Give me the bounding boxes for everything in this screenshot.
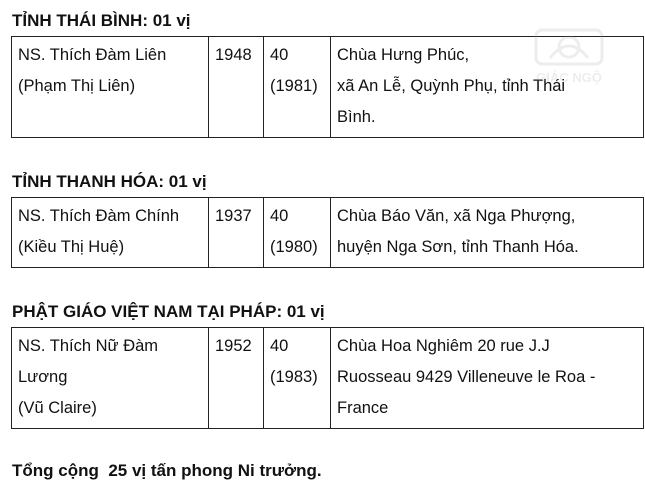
- record-table-phap: [11, 327, 644, 429]
- birth-year-cell: [209, 328, 264, 429]
- table-row: [12, 198, 644, 268]
- name-line: NS. Thích Đàm Chính: [18, 207, 180, 225]
- address-line: huyện Nga Sơn, tỉnh Thanh Hóa.: [337, 238, 579, 256]
- section-heading-thanh-hoa: TỈNH THANH HÓA: 01 vị: [12, 172, 207, 191]
- ordination-year: (1981): [270, 77, 318, 95]
- name-cell: [12, 328, 209, 429]
- birth-year-cell: [209, 37, 264, 138]
- ordination-cell: [264, 328, 331, 429]
- birth-year: 1948: [215, 46, 252, 64]
- section-heading-thai-binh: TỈNH THÁI BÌNH: 01 vị: [12, 11, 191, 30]
- ordination-age: 40: [270, 337, 289, 355]
- name-line: NS. Thích Nữ Đàm: [18, 337, 159, 355]
- address-line: Chùa Báo Văn, xã Nga Phượng,: [337, 207, 576, 225]
- address-line: France: [337, 399, 389, 417]
- watermark-text: GIÁC NGỘ: [536, 70, 602, 85]
- address-cell: [331, 328, 644, 429]
- address-line: Chùa Hưng Phúc,: [337, 46, 470, 64]
- name-line: NS. Thích Đàm Liên: [18, 46, 167, 64]
- ordination-cell: [264, 198, 331, 268]
- ordination-cell: [264, 37, 331, 138]
- address-line: Bình.: [337, 108, 376, 126]
- birth-year: 1952: [215, 337, 252, 355]
- table-row: [12, 328, 644, 429]
- ordination-year: (1980): [270, 238, 318, 256]
- secular-name-line: (Vũ Claire): [18, 399, 97, 417]
- address-line: Chùa Hoa Nghiêm 20 rue J.J: [337, 337, 550, 355]
- section-heading-phap: PHẬT GIÁO VIỆT NAM TẠI PHÁP: 01 vị: [12, 302, 325, 321]
- address-cell: [331, 198, 644, 268]
- name-cell: [12, 198, 209, 268]
- record-table-thanh-hoa: [11, 197, 644, 268]
- name-cell: [12, 37, 209, 138]
- address-line: Ruosseau 9429 Villeneuve le Roa -: [337, 368, 596, 386]
- total-summary: Tổng cộng 25 vị tấn phong Ni trưởng.: [12, 461, 322, 480]
- secular-name-line: (Kiều Thị Huệ): [18, 238, 125, 256]
- giac-ngo-logo-icon: [528, 28, 610, 92]
- secular-name-line: (Phạm Thị Liên): [18, 77, 136, 95]
- birth-year-cell: [209, 198, 264, 268]
- name-line: Lương: [18, 368, 68, 386]
- ordination-age: 40: [270, 207, 289, 225]
- ordination-year: (1983): [270, 368, 318, 386]
- ordination-age: 40: [270, 46, 289, 64]
- birth-year: 1937: [215, 207, 252, 225]
- address-line: xã An Lễ, Quỳnh Phụ, tỉnh Thái: [337, 77, 566, 95]
